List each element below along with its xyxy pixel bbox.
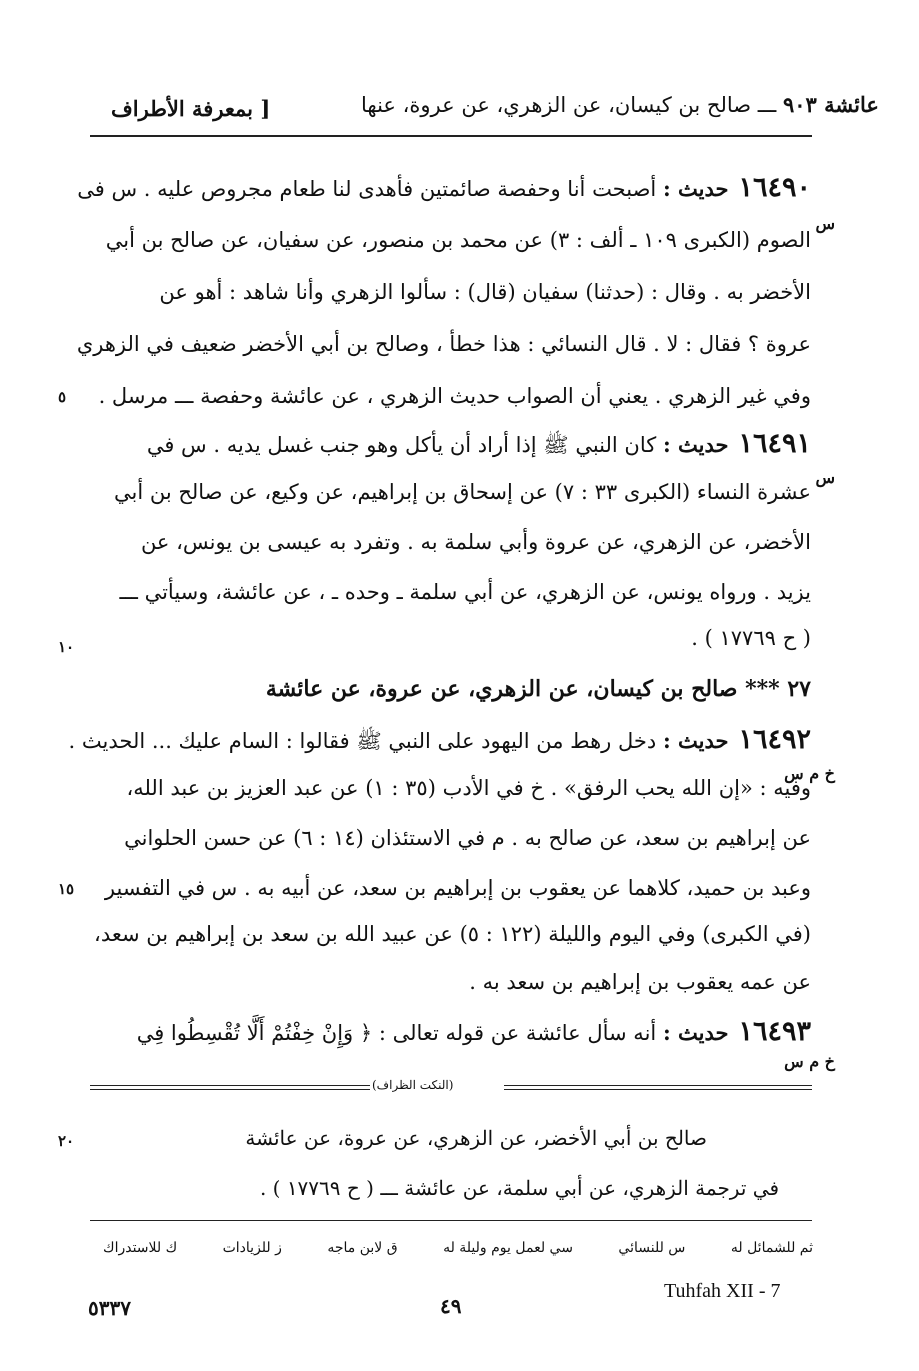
entry-16490-line-1: ١٦٤٩٠حديث : أصبحت أنا وحفصة صائمتين فأهدى لنا طعام مجروص عليه . س فى <box>77 172 811 203</box>
hadith-number: ١٦٤٩١ <box>738 428 811 459</box>
line-number-15: ١٥ <box>58 880 75 898</box>
legend-item: ز للزيادات <box>222 1240 282 1256</box>
separator-line-right <box>504 1085 812 1086</box>
entry-16491-line-4: يزيد . ورواه يونس، عن الزهري، عن أبي سلمة ـ وحده ـ ، عن عائشة، وسيأتي ـــ <box>119 580 811 604</box>
entry-16491-line-2: عشرة النساء (الكبرى ٣٣ : ٧) عن إسحاق بن إبراهيم، عن وكيع، عن صالح بن أبي <box>113 480 811 504</box>
margin-siglum: س <box>815 214 835 233</box>
line-number-20: ٢٠ <box>58 1132 75 1150</box>
hadith-keyword: حديث : <box>662 176 729 201</box>
entry-16492-line-5: (في الكبرى) وفي اليوم والليلة (١٢٢ : ٥) عن عبيد الله بن سعد بن إبراهيم بن سعد، <box>94 922 811 946</box>
entry-16490-line-5: وفي غير الزهري . يعني أن الصواب حديث الزهري ، عن عائشة وحفصة ـــ مرسل . <box>98 384 811 408</box>
header-section <box>361 92 879 117</box>
separator-line-left-2 <box>90 1089 370 1090</box>
section-stars: *** <box>745 676 780 702</box>
page-number: ٤٩ <box>440 1294 462 1318</box>
section-number: ٢٧ <box>787 676 811 702</box>
hadith-number: ١٦٤٩٠ <box>738 172 811 203</box>
header-title-left: بمعرفة الأطراف ] <box>111 96 271 121</box>
entry-16491-line-1: ١٦٤٩١حديث : كان النبي ﷺ إذا أراد أن يأكل وهو جنب غسل يديه . س في <box>146 428 811 459</box>
hadith-keyword: حديث : <box>662 432 729 457</box>
separator-label: (النكت الظراف) <box>372 1078 454 1092</box>
separator-line-left <box>90 1085 370 1086</box>
running-header <box>111 92 879 132</box>
legend-item: سي لعمل يوم وليلة له <box>443 1240 573 1256</box>
legend-item: س للنسائي <box>618 1240 686 1256</box>
section-heading <box>111 676 811 702</box>
entry-16491-line-5: ( ح ١٧٧٦٩ ) . <box>691 626 811 650</box>
entry-16491-line-3: الأخضر، عن الزهري، عن عروة وأبي سلمة به . وتفرد به عيسى بن يونس، عن <box>140 530 811 554</box>
legend-item: ك للاستدراك <box>103 1240 178 1256</box>
footnote-line-1: صالح بن أبي الأخضر، عن الزهري، عن عروة، عن عائشة <box>245 1126 707 1150</box>
legend-item: ق لابن ماجه <box>327 1240 398 1256</box>
section-title: صالح بن كيسان، عن الزهري، عن عروة، عن عائشة <box>265 676 738 702</box>
entry-16492-line-1: ١٦٤٩٢حديث : دخل رهط من اليهود على النبي ﷺ فقالوا : السام عليك ... الحديث . <box>68 724 811 755</box>
entry-16492-line-4: وعبد بن حميد، كلاهما عن يعقوب بن إبراهيم بن سعد، عن أبيه به . س في التفسير <box>104 876 811 900</box>
entry-16493-line-1: ١٦٤٩٣حديث : أنه سأل عائشة عن قوله تعالى : ﴿ وَإِنْ خِفْتُمْ أَلَّا تُقْسِطُوا فِي <box>136 1016 811 1047</box>
footer-code: ٥٣٣٧ <box>88 1296 131 1320</box>
hadith-number: ١٦٤٩٣ <box>738 1016 811 1047</box>
entry-16490-line-4: عروة ؟ فقال : لا . قال النسائي : هذا خطأ ، وصالح بن أبي الأخضر ضعيف في الزهري <box>76 332 811 356</box>
header-section-rest: ـــ صالح بن كيسان، عن الزهري، عن عروة، عنها <box>361 93 777 117</box>
legend-rule <box>90 1220 812 1221</box>
header-rule <box>90 135 812 137</box>
hadith-keyword: حديث : <box>662 728 729 753</box>
entry-16492-line-3: عن إبراهيم بن سعد، عن صالح به . م في الاستئذان (١٤ : ٦) عن حسن الحلواني <box>124 826 811 850</box>
footer-signature: Tuhfah XII - 7 <box>664 1280 781 1302</box>
sigla-legend <box>103 1240 813 1266</box>
margin-siglum: س <box>815 468 835 487</box>
entry-16492-line-2: وفيه : «إن الله يحب الرفق» . خ في الأدب (٣٥ : ١) عن عبد العزيز بن عبد الله، <box>126 776 811 800</box>
entry-16490-line-2: الصوم (الكبرى ١٠٩ ـ ألف : ٣) عن محمد بن منصور، عن سفيان، عن صالح بن أبي <box>105 228 811 252</box>
footnote-line-2: في ترجمة الزهري، عن أبي سلمة، عن عائشة ـــ ( ح ١٧٧٦٩ ) . <box>259 1176 779 1200</box>
line-number-5: ٥ <box>58 388 67 406</box>
legend-item: ثم للشمائل له <box>730 1240 813 1256</box>
entry-16492-line-6: عن عمه يعقوب بن إبراهيم بن سعد به . <box>469 970 811 994</box>
entry-16490-line-3: الأخضر به . وقال : (حدثنا) سفيان (قال) : سألوا الزهري وأنا شاهد : أهو عن <box>159 280 811 304</box>
margin-siglum: خ م س <box>784 1052 835 1071</box>
margin-siglum: خ م س <box>784 764 835 783</box>
line-number-10: ١٠ <box>58 638 75 656</box>
separator-line-right-2 <box>504 1089 812 1090</box>
hadith-number: ١٦٤٩٢ <box>738 724 811 755</box>
hadith-keyword: حديث : <box>662 1020 729 1045</box>
header-section-bold: عائشة ٩٠٣ <box>782 92 879 117</box>
